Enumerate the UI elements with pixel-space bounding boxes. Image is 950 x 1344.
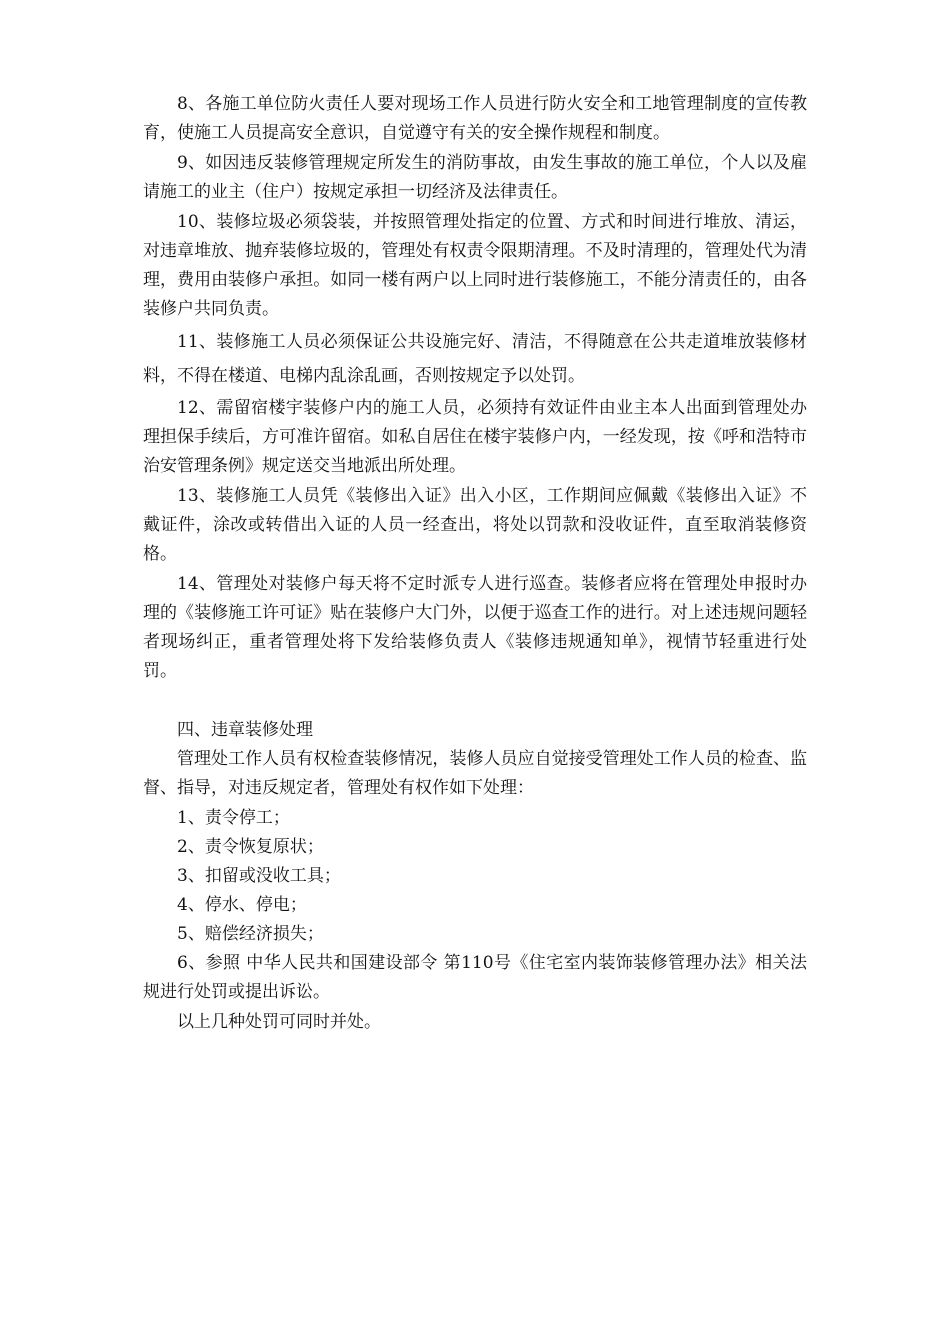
section-spacer	[143, 687, 807, 716]
paragraph-12: 12、需留宿楼宇装修户内的施工人员，必须持有效证件由业主本人出面到管理处办理担保手续后，方可准许留宿。如私自居住在楼宇装修户内，一经发现，按《呼和浩特市治安管理条例》规定送交当地派出所处理。	[143, 398, 807, 476]
closing-note: 以上几种处罚可同时并处。	[177, 1012, 381, 1032]
penalty-item-4: 4、停水、停电；	[177, 895, 307, 915]
section-intro: 管理处工作人员有权检查装修情况，装修人员应自觉接受管理处工作人员的检查、监督、指导，对违反规定者，管理处有权作如下处理：	[143, 749, 807, 798]
paragraph-14: 14、管理处对装修户每天将不定时派专人进行巡查。装修者应将在管理处申报时办理的《装修施工许可证》贴在装修户大门外，以便于巡查工作的进行。对上述违规问题轻者现场纠正，重者管理处将下发给装修负责人《装修违规通知单》，视情节轻重进行处罚。	[143, 574, 807, 681]
paragraph-10: 10、装修垃圾必须袋装，并按照管理处指定的位置、方式和时间进行堆放、清运，对违章堆放、抛弃装修垃圾的，管理处有权责令限期清理。不及时清理的，管理处代为清理，费用由装修户承担。如同一楼有两户以上同时进行装修施工，不能分清责任的，由各装修户共同负责。	[143, 212, 807, 319]
penalty-item-2: 2、责令恢复原状；	[177, 837, 324, 857]
penalty-item-5: 5、赔偿经济损失；	[177, 924, 324, 944]
penalty-item-1: 1、责令停工；	[177, 808, 290, 828]
penalty-item-6: 6、参照 中华人民共和国建设部令 第110号《住宅室内装饰装修管理办法》相关法规进行处罚或提出诉讼。	[143, 953, 807, 1002]
penalty-item-3: 3、扣留或没收工具；	[177, 866, 341, 886]
paragraph-13: 13、装修施工人员凭《装修出入证》出入小区，工作期间应佩戴《装修出入证》不戴证件，涂改或转借出入证的人员一经查出，将处以罚款和没收证件，直至取消装修资格。	[143, 486, 807, 564]
paragraph-11: 11、装修施工人员必须保证公共设施完好、清洁，不得随意在公共走道堆放装修材料，不得在楼道、电梯内乱涂乱画，否则按规定予以处罚。	[143, 332, 807, 386]
paragraph-9: 9、如因违反装修管理规定所发生的消防事故，由发生事故的施工单位，个人以及雇请施工的业主（住户）按规定承担一切经济及法律责任。	[143, 153, 807, 202]
document-body	[143, 90, 807, 1037]
paragraph-8: 8、各施工单位防火责任人要对现场工作人员进行防火安全和工地管理制度的宣传教育，使施工人员提高安全意识，自觉遵守有关的安全操作规程和制度。	[143, 94, 807, 143]
section-heading: 四、违章装修处理	[177, 720, 313, 740]
